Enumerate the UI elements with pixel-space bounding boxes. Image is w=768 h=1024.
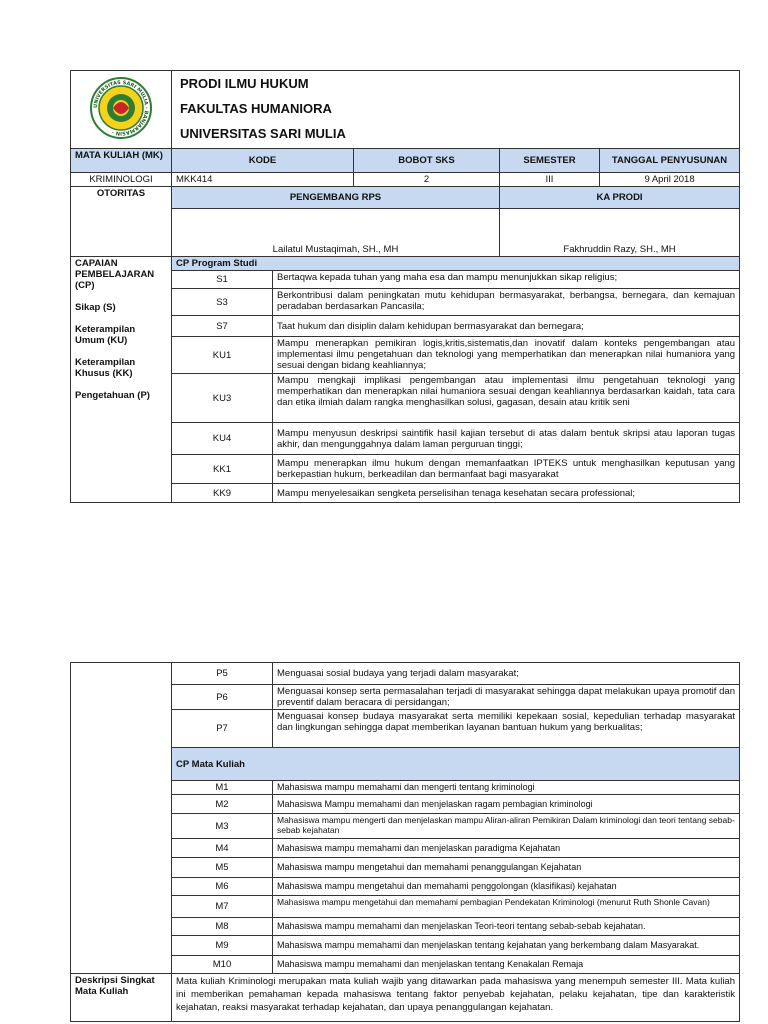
university-logo bbox=[89, 76, 153, 140]
cp-code-m4: M4 bbox=[172, 839, 273, 858]
cp-text-s1: Bertaqwa kepada tuhan yang maha esa dan mampu menunjukkan sikap religius; bbox=[273, 271, 740, 289]
kode-header: KODE bbox=[172, 149, 354, 173]
university-logo-cell bbox=[71, 71, 172, 149]
faculty-title: FAKULTAS HUMANIORA bbox=[180, 101, 332, 116]
cp-text-m3: Mahasiswa mampu mengerti dan menjelaskan mampu Aliran-aliran Pemikiran Dalam kriminologi dan teori tentang sebab-sebab kejahatan bbox=[273, 814, 740, 839]
cp-text-kk1: Mampu menerapkan ilmu hukum dengan memanfaatkan IPTEKS untuk menghasilkan keputusan yang berkepastian hukum, berkeadilan dan bermanfaat bagi masyarakat bbox=[273, 455, 740, 484]
cp-code-p7: P7 bbox=[172, 710, 273, 748]
cp-prodi-title: CP Program Studi bbox=[172, 257, 740, 271]
sikap-label: Sikap (S) bbox=[75, 302, 116, 313]
pengembang-rps-name: Lailatul Mustaqimah, SH., MH bbox=[172, 209, 500, 257]
cp-code-s3: S3 bbox=[172, 289, 273, 316]
cp-code-m9: M9 bbox=[172, 936, 273, 956]
capaian-label: CAPAIAN PEMBELAJARAN (CP) bbox=[75, 258, 155, 291]
semester-header: SEMESTER bbox=[500, 149, 600, 173]
pengembang-rps-header: PENGEMBANG RPS bbox=[172, 187, 500, 209]
cp-text-m10: Mahasiswa mampu memahami dan menjelaskan tentang Kenakalan Remaja bbox=[273, 956, 740, 974]
cp-code-p5: P5 bbox=[172, 663, 273, 685]
cp-text-m9: Mahasiswa mampu memahami dan menjelaskan tentang kejahatan yang berkembang dalam Masyarakat. bbox=[273, 936, 740, 956]
cp-text-m4: Mahasiswa mampu memahami dan menjelaskan paradigma Kejahatan bbox=[273, 839, 740, 858]
keterampilan-umum-label: Keterampilan Umum (KU) bbox=[75, 324, 136, 346]
cp-code-m2: M2 bbox=[172, 795, 273, 814]
prodi-title: PRODI ILMU HUKUM bbox=[180, 76, 309, 91]
capaian-side-label bbox=[71, 257, 172, 503]
cp-text-p6: Menguasai konsep serta permasalahan terjadi di masyarakat sehingga dapat melakukan upaya promotif dan preventif dalam beracara di persidangan; bbox=[273, 685, 740, 710]
pengetahuan-label: Pengetahuan (P) bbox=[75, 390, 150, 401]
cp-code-ku3: KU3 bbox=[172, 374, 273, 423]
cp-code-m1: M1 bbox=[172, 781, 273, 795]
cp-text-p7: Menguasai konsep budaya masyarakat serta memiliki kepekaan sosial, kepedulian terhadap masyarakat dan lingkungan sehingga dapat memberikan layanan bantuan hukum yang berkualitas; bbox=[273, 710, 740, 748]
cp-text-m7: Mahasiswa mampu mengetahui dan memahami pembagian Pendekatan Kriminologi (menurut Ruth Shonle Cavan) bbox=[273, 896, 740, 918]
cp-text-ku1: Mampu menerapkan pemikiran logis,kritis,sistematis,dan inovatif dalam konteks pengembangan atau implementasi ilmu pengetahuan dan teknologi yang memperhatikan dan menerapkan nilai humaniora yang sesuai dengan bidang keahliannya; bbox=[273, 337, 740, 374]
cp-code-kk1: KK1 bbox=[172, 455, 273, 484]
deskripsi-text: Mata kuliah Kriminologi merupakan mata kuliah wajib yang ditawarkan pada mahasiswa yang menempuh semester III. Mata kuliah ini memberikan pemahaman kepada mahasiswa tentang faktor penyebab kejahatan, pelaku kejahatan, tipe dan karakteristik kejahatan, reaksi masyarakat terhadap kejahatan, dan upaya penanggulangan kejahatan. bbox=[172, 974, 740, 1022]
cp-text-m6: Mahasiswa mampu mengetahui dan memahami penggolongan (klasifikasi) kejahatan bbox=[273, 878, 740, 896]
logo-text: UNIVERSITAS SARI MULIA · BANJARMASIN · bbox=[92, 79, 150, 137]
cp-code-m3: M3 bbox=[172, 814, 273, 839]
cp-code-s7: S7 bbox=[172, 316, 273, 337]
mata-kuliah-header: MATA KULIAH (MK) bbox=[71, 149, 172, 173]
rps-table-page-1 bbox=[70, 70, 740, 503]
page2-side-blank bbox=[71, 663, 172, 974]
cp-text-m8: Mahasiswa mampu memahami dan menjelaskan Teori-teori tentang sebab-sebab kejahatan. bbox=[273, 918, 740, 936]
kode-value: MKK414 bbox=[172, 173, 354, 187]
cp-code-ku1: KU1 bbox=[172, 337, 273, 374]
cp-code-m10: M10 bbox=[172, 956, 273, 974]
bobot-sks-value: 2 bbox=[354, 173, 500, 187]
ka-prodi-name: Fakhruddin Razy, SH., MH bbox=[500, 209, 740, 257]
cp-mk-title: CP Mata Kuliah bbox=[172, 748, 740, 781]
cp-text-m1: Mahasiswa mampu memahami dan mengerti tentang kriminologi bbox=[273, 781, 740, 795]
mata-kuliah-value: KRIMINOLOGI bbox=[71, 173, 172, 187]
cp-text-m5: Mahasiswa mampu mengetahui dan memahami penanggulangan Kejahatan bbox=[273, 858, 740, 878]
cp-text-kk9: Mampu menyelesaikan sengketa perselisihan tenaga kesehatan secara professional; bbox=[273, 484, 740, 503]
cp-code-m7: M7 bbox=[172, 896, 273, 918]
bobot-sks-header: BOBOT SKS bbox=[354, 149, 500, 173]
cp-code-ku4: KU4 bbox=[172, 423, 273, 455]
cp-text-p5: Menguasai sosial budaya yang terjadi dalam masyarakat; bbox=[273, 663, 740, 685]
rps-table-page-2 bbox=[70, 662, 740, 1022]
cp-text-ku3: Mampu mengkaji implikasi pengembangan atau implementasi ilmu pengetahuan teknologi yang memperhatikan dan menerapkan nilai humaniora sesuai dengan keahliannya berdasarkan kaidah, tata cara dan etika ilmiah dalam rangka menghasilkan solusi, gagasan, desain atau kritik seni bbox=[273, 374, 740, 423]
tanggal-header: TANGGAL PENYUSUNAN bbox=[600, 149, 740, 173]
cp-text-m2: Mahasiswa Mampu memahami dan menjelaskan ragam pembagian kriminologi bbox=[273, 795, 740, 814]
cp-code-m5: M5 bbox=[172, 858, 273, 878]
cp-text-ku4: Mampu menyusun deskripsi saintifik hasil kajian tersebut di atas dalam bentuk skripsi atau laporan tugas akhir, dan mengunggahnya dalam laman perguruan tinggi; bbox=[273, 423, 740, 455]
cp-code-s1: S1 bbox=[172, 271, 273, 289]
semester-value: III bbox=[500, 173, 600, 187]
tanggal-value: 9 April 2018 bbox=[600, 173, 740, 187]
ka-prodi-header: KA PRODI bbox=[500, 187, 740, 209]
cp-text-s7: Taat hukum dan disiplin dalam kehidupan bermasyarakat dan bernegara; bbox=[273, 316, 740, 337]
cp-text-s3: Berkontribusi dalam peningkatan mutu kehidupan bermasyarakat, berbangsa, bernegara, dan kemajuan peradaban berdasarkan Pancasila; bbox=[273, 289, 740, 316]
cp-code-p6: P6 bbox=[172, 685, 273, 710]
deskripsi-label: Deskripsi Singkat Mata Kuliah bbox=[71, 974, 172, 1022]
cp-code-m6: M6 bbox=[172, 878, 273, 896]
otoritas-label: OTORITAS bbox=[71, 187, 172, 257]
cp-code-kk9: KK9 bbox=[172, 484, 273, 503]
cp-code-m8: M8 bbox=[172, 918, 273, 936]
university-title: UNIVERSITAS SARI MULIA bbox=[180, 126, 346, 141]
keterampilan-khusus-label: Keterampilan Khusus (KK) bbox=[75, 357, 136, 379]
